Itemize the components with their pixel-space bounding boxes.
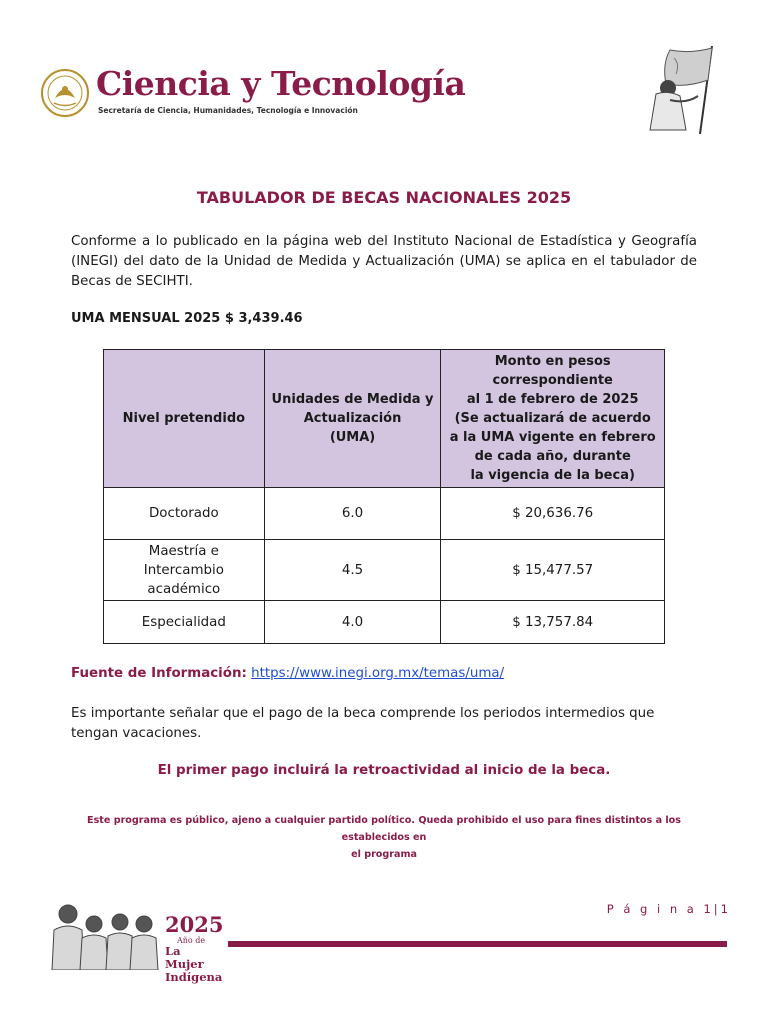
footer-divider: [228, 941, 727, 947]
importante-paragraph: Es importante señalar que el pago de la beca comprende los periodos intermedios que tengan vacaciones.: [71, 706, 655, 741]
primer-pago-note: El primer pago incluirá la retroactividad al inicio de la beca.: [157, 763, 611, 778]
flag-bearer-illustration-icon: [640, 44, 724, 136]
table-row: [104, 601, 665, 644]
disclaimer-line: el programa: [351, 849, 417, 860]
fuente-label: Fuente de Información:: [71, 666, 247, 681]
cell-text: académico: [147, 581, 221, 597]
becas-table: [103, 349, 665, 644]
cell-text: Intercambio: [143, 562, 224, 578]
header-line: Monto en pesos: [494, 354, 611, 369]
national-seal-icon: [40, 68, 90, 118]
cell-text: Especialidad: [141, 614, 226, 630]
table-header-row: [104, 350, 665, 488]
cell-nivel: [104, 488, 265, 540]
header-line: (UMA): [329, 430, 376, 445]
header-uma: [264, 350, 441, 488]
document-title: TABULADOR DE BECAS NACIONALES 2025: [196, 188, 572, 207]
page-number: P á g i n a 1|1: [606, 902, 731, 916]
intro-paragraph: Conforme a lo publicado en la página web del Instituto Nacional de Estadística y Geografía (INEGI) del dato de la Unidad de Medida y Actualización (UMA) se aplica en el tabulador de Becas de SECIHTI.: [71, 234, 697, 289]
disclaimer-line: Este programa es público, ajeno a cualquier partido político. Queda prohibido el uso para fines distintos a los establecidos en: [87, 815, 681, 843]
cell-monto: $ 13,757.84: [441, 601, 665, 644]
year-badge: [165, 914, 223, 984]
header-line: correspondiente: [492, 373, 613, 388]
cell-uma: 6.0: [264, 488, 441, 540]
header-line: Unidades de Medida y: [271, 392, 434, 407]
year-badge-year: 2025: [165, 912, 224, 937]
header-nivel: [104, 350, 265, 488]
uma-mensual: UMA MENSUAL 2025 $ 3,439.46: [71, 311, 303, 326]
year-badge-line1: La Mujer: [165, 944, 204, 971]
year-badge-anio: Año de: [177, 936, 206, 945]
header-line: de cada año, durante: [474, 449, 631, 464]
header-line: Nivel pretendido: [122, 411, 246, 426]
inegi-link[interactable]: https://www.inegi.org.mx/temas/uma/: [251, 666, 505, 681]
cell-monto: $ 15,477.57: [441, 540, 665, 601]
brand-subtitle: Secretaría de Ciencia, Humanidades, Tecnología e Innovación: [98, 106, 358, 115]
cell-text: Doctorado: [148, 506, 219, 521]
table-row: [104, 540, 665, 601]
brand-title: Ciencia y Tecnología: [96, 64, 466, 103]
header-line: al 1 de febrero de 2025: [466, 392, 639, 407]
year-badge-line2: Indígena: [165, 970, 223, 984]
cell-text: Maestría e: [148, 543, 219, 559]
header-line: la vigencia de la beca): [470, 468, 635, 483]
fuente-informacion: [71, 666, 504, 681]
cell-uma: 4.5: [264, 540, 441, 601]
cell-nivel: [104, 540, 265, 601]
header-monto: [441, 350, 665, 488]
cell-nivel: [104, 601, 265, 644]
indigenous-women-illustration-icon: [46, 900, 162, 970]
page-header: [40, 66, 730, 136]
header-line: Actualización: [303, 411, 402, 426]
header-line: a la UMA vigente en febrero: [449, 430, 656, 445]
cell-uma: 4.0: [264, 601, 441, 644]
programa-disclaimer: [70, 812, 698, 863]
cell-monto: $ 20,636.76: [441, 488, 665, 540]
header-line: (Se actualizará de acuerdo: [454, 411, 651, 426]
table-row: [104, 488, 665, 540]
